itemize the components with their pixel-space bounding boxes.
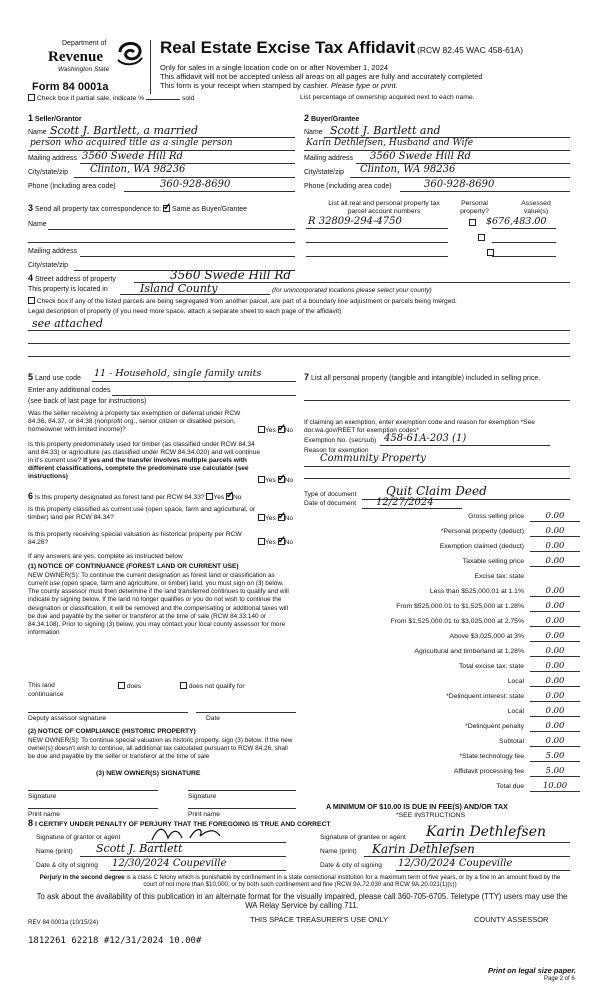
grantor-date-label: Date & city of signing: [36, 862, 98, 869]
legal-desc-field[interactable]: see attached: [32, 317, 103, 330]
grantee-date-label: Date & city of signing: [320, 862, 382, 869]
perjury-note: [36, 874, 564, 889]
buyer-city-field[interactable]: Clinton, WA 98236: [360, 164, 456, 175]
seller-heading-text: Seller/Grantor: [34, 116, 82, 123]
tax-row-value[interactable]: 5.00: [530, 751, 580, 762]
continuance-label: continuance: [28, 691, 64, 698]
exemption-no-label: Exemption No. (sec/sub): [304, 437, 377, 444]
same-as-buyer-label: Same as Buyer/Grantee: [171, 206, 248, 213]
subtitle-3: [160, 81, 398, 90]
corr-city-label: City/state/zip: [28, 262, 69, 269]
grantee-name-label: Name (print): [320, 848, 357, 855]
timber-ag-text: Is this property predominately used for timber (as classified under RCW 84.34 and 84.33) or agriculture (as classified under RCW 84.34.020) and will continue in it's current use?: [28, 441, 261, 464]
reason-field[interactable]: Community Property: [320, 453, 426, 464]
tax-row-label: *Delinquent penalty: [465, 723, 524, 730]
forest-no-checkbox[interactable]: [226, 493, 233, 500]
county-field[interactable]: Island County: [140, 282, 218, 295]
page-number: Page 2 of 6: [544, 976, 575, 982]
personal-property-list-label: 7 List all personal property (tangible and intangible) included in selling price.: [304, 372, 541, 382]
buyer-mail-field[interactable]: 3560 Swede Hill Rd: [370, 151, 471, 162]
segregated-label: Check box if any of the listed parcels are being segregated from another parcel, are part of a boundary line adjustment or parcels being merged.: [36, 298, 457, 305]
assessed-value-1[interactable]: $676,483.00: [486, 216, 547, 227]
perjury-bold: Perjury in the second degree: [39, 874, 125, 881]
tax-row-value[interactable]: 0.00: [530, 586, 580, 597]
does-not-checkbox[interactable]: [180, 682, 187, 689]
correspondence-heading-text: Send all property tax correspondence to:: [34, 206, 162, 213]
tax-row-value[interactable]: 10.00: [530, 781, 580, 792]
personal-property-checkbox-3[interactable]: [487, 249, 494, 256]
personal-property-list-text: List all personal property (tangible and intangible) included in selling price.: [310, 375, 541, 382]
buyer-phone-label: Phone (including area code): [304, 183, 392, 190]
q2-answers: [258, 476, 293, 485]
ownership-pct-note: List percentage of ownership acquired next to each name.: [300, 94, 475, 101]
buyer-phone-field[interactable]: 360-928-8690: [424, 179, 495, 190]
partial-sold-label: sold: [181, 95, 195, 102]
q1-answers: [258, 426, 293, 435]
current-use-yes-checkbox[interactable]: [258, 514, 265, 521]
buyer-city-label: City/state/zip: [304, 169, 345, 176]
exemption-intro: If claiming an exemption, enter exemption code and reason for exemption *See dor.wa.gov/REET for exemption codes*: [304, 419, 535, 434]
seller-heading: 1 Seller/Grantor: [28, 113, 82, 123]
alt-format-note: To ask about the availability of this publication in an alternate format for the visually impaired, please call 360-705-6705. Teletype (TTY) users may use the WA Relay Service by calling 711.: [36, 892, 568, 910]
current-use-no-label: No: [284, 515, 294, 522]
does-label: does: [126, 683, 142, 690]
seller-name-field[interactable]: Scott J. Bartlett, a married: [50, 124, 199, 137]
grantor-sig-label: Signature of grantor or agent: [36, 834, 121, 841]
doc-type-field[interactable]: Quit Claim Deed: [386, 484, 487, 498]
see-back-label: (see back of last page for instructions): [28, 398, 147, 405]
forest-yes-checkbox[interactable]: [206, 493, 213, 500]
street-address-row: 4 Street address of property: [28, 273, 116, 283]
rev-number: REV 84 0001a (10/15/24): [28, 919, 99, 926]
subtitle-3b: Please type or print.: [330, 81, 398, 90]
seller-phone-field[interactable]: 360-928-8690: [160, 179, 231, 190]
exemption-deferral-question: Was the seller receiving a property tax exemption or deferral under RCW 84.36, 84.37, or 84.38 (nonprofit org., senior citizen or disabled person, homeowner with limited income)?: [28, 410, 241, 433]
see-instructions-note: *SEE INSTRUCTIONS: [396, 812, 466, 819]
tax-row-value[interactable]: 0.00: [530, 556, 580, 567]
title-ref: (RCW 82.45 WAC 458-61A): [417, 45, 524, 55]
forest-no-label: No: [233, 494, 242, 501]
same-as-buyer-checkbox[interactable]: [163, 205, 170, 212]
grantor-name-label: Name (print): [36, 848, 73, 855]
deputy-sig-label: Deputy assessor signature: [28, 715, 107, 722]
reason-label: Reason for exemption: [304, 447, 369, 454]
doc-date-field[interactable]: 12/27/2024: [376, 497, 434, 508]
tax-row-label: *State technology fee: [459, 753, 524, 760]
does-option: [118, 682, 141, 691]
q1-no-label: No: [284, 427, 294, 434]
corr-mail-label: Mailing address: [28, 248, 78, 255]
assessor-label: COUNTY ASSESSOR: [474, 915, 549, 924]
dept-of-label: Department of: [62, 40, 107, 47]
grantee-date-field[interactable]: 12/30/2024 Coupeville: [398, 858, 513, 869]
tax-row-label: Less than $525,000.01 at 1.1%: [429, 588, 524, 595]
new-owner-sig-heading: (3) NEW OWNER(S) SIGNATURE: [96, 770, 201, 777]
seller-phone-label: Phone (including area code): [28, 183, 116, 190]
title-text: Real Estate Excise Tax Affidavit: [160, 38, 416, 57]
partial-sale-label: Check box if partial sale, indicate %: [36, 95, 145, 102]
form-number: Form 84 0001a: [32, 81, 109, 93]
does-not-option: [180, 682, 245, 691]
page-title: [160, 38, 523, 58]
print-name-label-1: Print name: [28, 811, 60, 818]
personal-header: [452, 200, 497, 216]
forest-land-question: 6 Is this property designated as forest land per RCW 84.33? Yes ✓ No: [28, 491, 241, 502]
tax-row-value[interactable]: 0.00: [530, 541, 580, 552]
tax-row-value[interactable]: 0.00: [530, 721, 580, 732]
subtitle-3a: This form is your receipt when stamped by cashier.: [160, 81, 329, 90]
additional-codes-label: Enter any additional codes: [28, 387, 111, 394]
grantee-signature-field[interactable]: Karin Dethlefsen: [426, 824, 547, 840]
tax-row-label: Local: [507, 678, 524, 685]
historic-yes-label: Yes: [265, 539, 276, 546]
parcel-header-1: List all real and personal property tax: [328, 200, 440, 207]
buyer-name-label: Name: [304, 129, 323, 136]
q1-no-checkbox[interactable]: [278, 426, 285, 433]
deputy-date-label: Date: [206, 715, 220, 722]
minimum-due-note: A MINIMUM OF $10.00 IS DUE IN FEE(S) AND/OR TAX: [326, 802, 508, 811]
tax-row-value[interactable]: 0.00: [530, 736, 580, 747]
historic-no-label: No: [284, 539, 294, 546]
tax-row-value[interactable]: 5.00: [530, 766, 580, 777]
tax-row-value[interactable]: 0.00: [530, 526, 580, 537]
q2-yes-label: Yes: [265, 477, 276, 484]
tax-row-label: Above $3,025,000 at 3%: [449, 633, 524, 640]
located-in-label: This property is located in: [28, 286, 108, 293]
grantee-name-field[interactable]: Karin Dethlefsen: [372, 842, 475, 856]
tax-row-label: Total excise tax: state: [459, 663, 524, 670]
tax-row-label: Excise tax: state: [474, 573, 524, 580]
historic-question: Is this property receiving special valuation as historical property per RCW 84.26?: [28, 531, 242, 546]
tax-row-label: Affidavit processing fee: [453, 768, 524, 775]
seller-city-field[interactable]: Clinton, WA 98236: [90, 164, 186, 175]
grantor-date-field[interactable]: 12/30/2024 Coupeville: [112, 858, 227, 869]
personal-header-2: property?: [460, 208, 489, 216]
washington-state-label: Washington State: [58, 66, 110, 73]
assessed-header-2: value(s): [523, 208, 549, 216]
exemption-no-field[interactable]: 458-61A-203 (1): [384, 433, 467, 444]
segregated-checkbox[interactable]: [28, 297, 35, 304]
q2-yes-checkbox[interactable]: [258, 476, 265, 483]
buyer-name-field[interactable]: Scott J. Bartlett and: [330, 124, 441, 137]
tax-row-value[interactable]: 0.00: [530, 646, 580, 657]
segregated-row: [28, 297, 457, 306]
seller-name-label: Name: [28, 129, 47, 136]
q1-yes-checkbox[interactable]: [258, 426, 265, 433]
q2-no-checkbox[interactable]: [278, 476, 285, 483]
revenue-swirl-icon: [116, 38, 144, 68]
tax-row-label: Subtotal: [499, 738, 524, 745]
print-name-label-2: Print name: [188, 811, 220, 818]
timber-ag-question: [28, 441, 260, 481]
tax-row-value[interactable]: 0.00: [530, 706, 580, 717]
parcel-header-2: parcel account numbers: [347, 208, 421, 216]
tax-row-label: Taxable selling price: [462, 558, 524, 565]
partial-sale-row: [28, 94, 194, 103]
doc-date-label: Date of document: [304, 500, 357, 507]
legal-desc-label: Legal description of property (if you need more space, attach a separate sheet to each page of the affidavit): [28, 308, 342, 315]
personal-property-checkbox-1[interactable]: [469, 219, 476, 226]
certify-text: I CERTIFY UNDER PENALTY OF PERJURY THAT THE FOREGOING IS TRUE AND CORRECT: [34, 821, 331, 828]
compliance-body: NEW OWNER(S): To continue special valuation as historic property, sign (3) below. If the new owner(s) doesn't wish to continue, all additional tax calculated pursuant to RCW 84.26, shall be due and payable by the seller or transferor at the time of sale: [28, 737, 293, 761]
q1-yes-label: Yes: [265, 427, 276, 434]
tax-row-label: Total due: [496, 783, 524, 790]
tax-row-value[interactable]: 0.00: [530, 616, 580, 627]
street-address-field[interactable]: 3560 Swede Hill Rd: [170, 268, 292, 282]
does-checkbox[interactable]: [118, 682, 125, 689]
tax-row-label: *Personal property (deduct): [440, 528, 524, 535]
forest-land-text: Is this property designated as forest land per RCW 84.33?: [34, 494, 205, 501]
does-not-label: does not qualify for: [188, 683, 245, 690]
continuance-heading: (1) NOTICE OF CONTINUANCE (FOREST LAND OR CURRENT USE): [28, 563, 239, 570]
tax-row-label: From $525,000.01 to $1,525,000 at 1.28%: [396, 603, 524, 610]
q2-no-label: No: [284, 477, 294, 484]
personal-property-checkbox-2[interactable]: [478, 234, 485, 241]
assessed-header-1: Assessed: [521, 200, 551, 207]
sig-label-1: Signature: [28, 793, 57, 800]
unincorporated-note: (for unincorporated locations please select your county): [272, 287, 432, 294]
land-use-field[interactable]: 11 - Household, single family units: [94, 368, 262, 379]
seller-name-field-2[interactable]: person who acquired title as a single person: [30, 138, 233, 148]
tax-row-label: From $1,525,000.01 to $3,025,000 at 2.75%: [390, 618, 524, 625]
current-use-question: Is this property classified as current use (open space, farm and agricultural, or timber) land per RCW 84.34?: [28, 506, 256, 521]
recording-stamp: 1812261 62218 #12/31/2024 10.00#: [28, 936, 202, 946]
tax-row-value[interactable]: 0.00: [530, 676, 580, 687]
partial-sale-checkbox[interactable]: [28, 94, 35, 101]
historic-yes-checkbox[interactable]: [258, 538, 265, 545]
parcel-header: [304, 200, 464, 216]
grantor-name-field[interactable]: Scott J. Bartlett: [96, 842, 183, 855]
doc-type-label: Type of document: [304, 491, 357, 498]
tax-row-value[interactable]: 0.00: [530, 661, 580, 672]
current-use-yes-label: Yes: [265, 515, 276, 522]
tax-row-label: Gross selling price: [468, 513, 524, 520]
perjury-text: is a class C felony which is punishable by confinement in a state correctional institution for a maximum term of five years, or by a fine in an amount fixed by the court of not more than $10,000, or by both such confinement and fine (RCW 9A.72.030 and RCW 9A.20.021(1)(c)): [126, 874, 561, 889]
subtitle-2: This affidavit will not be accepted unless all areas on all pages are fully and accurately completed: [160, 72, 483, 81]
grantor-signature-mark: [150, 824, 240, 844]
q6c-answers: [258, 538, 293, 547]
buyer-heading: 2 Buyer/Grantee: [304, 113, 360, 123]
historic-no-checkbox[interactable]: [278, 538, 285, 545]
if-yes-note: If any answers are yes, complete as instructed below: [28, 553, 183, 560]
continuance-body: NEW OWNER(S): To continue the current designation as forest land or classification as current use (open space, farm and agriculture, or timber) land, you must sign on (3) below. The county assessor must then determine if the land transferred continues to qualify and will indicate by signing below. If the land no longer qualifies or you do not wish to continue the designation or classification, it will be removed and the compensating or additional taxes will be due and payable by the seller or transferor at the time of sale (RCW 84.33.140 or 84.34.108). Prior to signing (3) below, you may contact your local county assessor for more information: [28, 572, 289, 636]
seller-city-label: City/state/zip: [28, 169, 69, 176]
tax-row-label: Exemption claimed (deduct): [439, 543, 524, 550]
corr-name-label: Name: [28, 221, 47, 228]
street-address-label: Street address of property: [34, 276, 116, 283]
tax-row-value[interactable]: 0.00: [530, 511, 580, 522]
revenue-wordmark: Revenue: [48, 49, 103, 65]
seller-mail-label: Mailing address: [28, 155, 78, 162]
current-use-no-checkbox[interactable]: [278, 514, 285, 521]
land-use-label: Land use code: [34, 375, 81, 382]
subtitle-1: Only for sales in a single location code on or after November 1, 2024: [160, 63, 389, 72]
buyer-name-field-2[interactable]: Karin Dethlefsen, Husband and Wife: [306, 138, 474, 148]
personal-header-1: Personal: [461, 200, 488, 207]
grantee-sig-label: Signature of grantee or agent: [320, 834, 406, 841]
treasurer-label: THIS SPACE TREASURER'S USE ONLY: [250, 915, 389, 924]
tax-row-value[interactable]: 0.00: [530, 601, 580, 612]
seller-mail-field[interactable]: 3560 Swede Hill Rd: [82, 151, 183, 162]
buyer-heading-text: Buyer/Grantee: [310, 116, 360, 123]
tax-row-value[interactable]: 0.00: [530, 631, 580, 642]
tax-row-label: Local: [507, 708, 524, 715]
parcel-number-1[interactable]: R 32809-294-4750: [308, 216, 402, 227]
buyer-mail-label: Mailing address: [304, 155, 354, 162]
compliance-heading: (2) NOTICE OF COMPLIANCE (HISTORIC PROPERTY): [28, 728, 196, 735]
certify-row: 8 I CERTIFY UNDER PENALTY OF PERJURY THAT THE FOREGOING IS TRUE AND CORRECT: [28, 818, 331, 828]
assessed-header: [506, 200, 566, 216]
timber-ag-bold-text: If yes and the transfer involves multiple parcels with different classifications, complete the predominate use calculator (see instructions): [28, 456, 249, 480]
correspondence-heading: 3 Send all property tax correspondence to: ✓ Same as Buyer/Grantee: [28, 203, 247, 214]
dor-logo: [28, 38, 146, 80]
tax-row-label: *Delinquent interest: state: [446, 693, 524, 700]
legal-paper-note: Print on legal size paper.: [488, 966, 576, 975]
q6b-answers: [258, 514, 293, 523]
this-land-label: This land: [28, 682, 55, 689]
tax-row-label: Agricultural and timberland at 1.28%: [414, 648, 524, 655]
tax-row-value[interactable]: 0.00: [530, 691, 580, 702]
sig-label-2: Signature: [188, 793, 217, 800]
land-use-row: 5 Land use code: [28, 372, 81, 382]
forest-yes-label: Yes: [213, 494, 225, 501]
